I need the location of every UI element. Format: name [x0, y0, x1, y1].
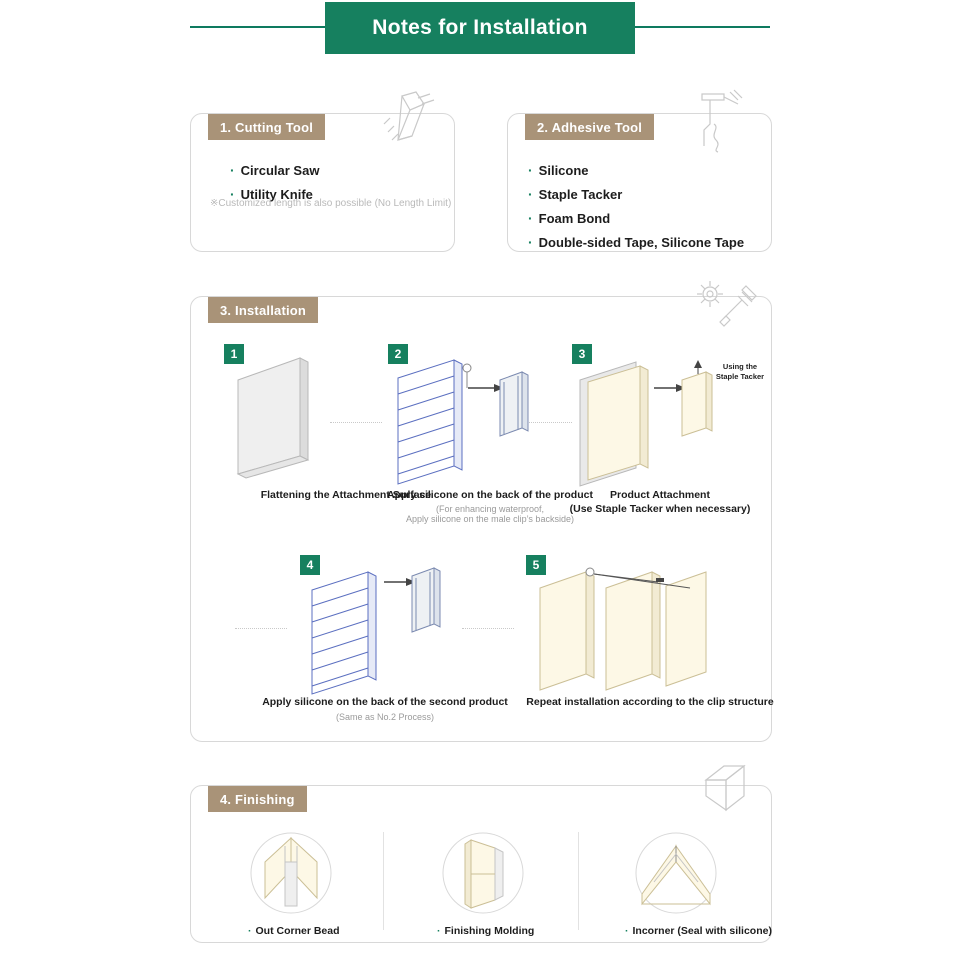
adhesive-tool-list	[528, 162, 744, 258]
bullet-dot: ·	[528, 210, 533, 226]
finishing-item-0-text: Out Corner Bead	[255, 925, 340, 937]
corner-bead-icon	[700, 762, 760, 814]
finishing-item-0-label	[248, 925, 340, 937]
bullet-dot: ·	[625, 925, 629, 937]
finishing-item-1-label	[437, 925, 534, 937]
panel-installation-title	[208, 297, 318, 323]
finishing-divider	[578, 832, 579, 930]
list-item	[230, 162, 319, 178]
panel-adhesive-tool-title	[525, 114, 654, 140]
bullet-dot: ·	[528, 162, 533, 178]
bullet-dot: ·	[528, 234, 533, 250]
bullet-dot: ·	[230, 162, 235, 178]
bullet-dot: ·	[248, 925, 252, 937]
step-3-tool-label-line1: Using the	[722, 362, 758, 371]
incorner-diagram	[630, 832, 722, 914]
step-2-subcaption-line1: (For enhancing waterproof,	[435, 504, 545, 514]
step-5-diagram	[530, 558, 720, 693]
list-item	[528, 234, 744, 250]
step-number-5: 5	[526, 555, 546, 575]
step-number-4: 4	[300, 555, 320, 575]
list-item	[528, 162, 744, 178]
step-3-caption-2: (Use Staple Tacker when necessary)	[569, 503, 751, 515]
step-number-2: 2	[388, 344, 408, 364]
panel-cutting-tool-title-label: 1. Cutting Tool	[220, 119, 314, 135]
step-1-caption: Flattening the Attachment Surface	[260, 489, 432, 501]
panel-finishing-title	[208, 786, 307, 812]
finishing-item-2-label	[625, 925, 772, 937]
panel-installation-title-label: 3. Installation	[220, 302, 307, 318]
list-item-label: Silicone	[538, 163, 589, 178]
step-3-caption: Product Attachment	[610, 489, 710, 501]
page-header	[0, 0, 960, 60]
panel-adhesive-tool-title-label: 2. Adhesive Tool	[537, 119, 643, 135]
finishing-divider	[383, 832, 384, 930]
panel-cutting-tool-title	[208, 114, 325, 140]
bullet-dot: ·	[437, 925, 441, 937]
gear-tool-icon	[690, 278, 762, 326]
step-2-subcaption-line2: Apply silicone on the male clip’s backside)	[406, 514, 574, 524]
finishing-item-2-text: Incorner (Seal with silicone)	[632, 925, 772, 937]
step-4-diagram	[302, 558, 452, 693]
step-3-tool-label-line2: Staple Tacker	[715, 371, 765, 381]
step-1-diagram	[230, 352, 340, 482]
panel-finishing-title-label: 4. Finishing	[220, 791, 295, 807]
step-2-diagram	[392, 348, 532, 488]
step-4-caption: Apply silicone on the back of the second product	[262, 696, 508, 708]
list-item	[528, 186, 744, 202]
step-number-1: 1	[224, 344, 244, 364]
connector-dotted	[235, 628, 287, 629]
list-item-label: Circular Saw	[240, 163, 320, 178]
bullet-dot: ·	[230, 186, 235, 202]
connector-dotted	[462, 628, 514, 629]
list-item-label: Staple Tacker	[538, 187, 623, 202]
bullet-dot: ·	[528, 186, 533, 202]
saw-icon	[378, 90, 448, 152]
step-2-caption: Apply silicone on the back of the product	[387, 489, 593, 501]
list-item	[528, 210, 744, 226]
list-item-label: Double-sided Tape, Silicone Tape	[538, 235, 745, 250]
out-corner-bead-diagram	[245, 832, 337, 914]
list-item-label: Utility Knife	[240, 187, 313, 202]
step-5-caption: Repeat installation according to the clip structure	[526, 696, 774, 708]
list-item-label: Foam Bond	[538, 211, 611, 226]
step-4-subcaption: (Same as No.2 Process)	[335, 712, 435, 722]
finishing-molding-diagram	[437, 832, 529, 914]
finishing-item-1-text: Finishing Molding	[444, 925, 535, 937]
step-number-3: 3	[572, 344, 592, 364]
caulking-gun-icon	[694, 90, 760, 152]
cutting-tool-note: ※Customized length is also possible (No Length Limit)	[210, 198, 452, 209]
step-3-tool-label	[700, 362, 780, 382]
page-title: Notes for Installation	[325, 2, 635, 54]
